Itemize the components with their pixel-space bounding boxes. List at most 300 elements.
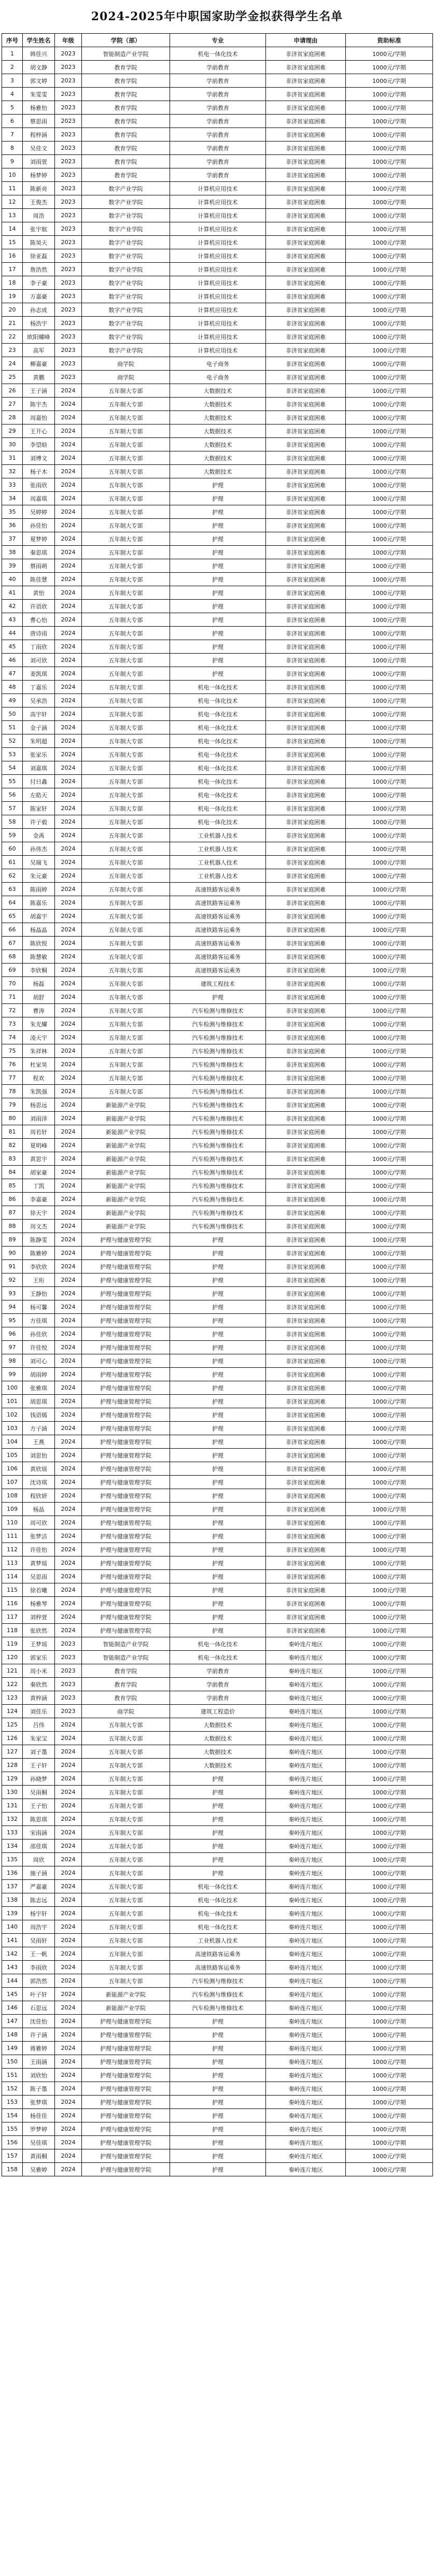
cell-reason: 非济贫家庭困难 <box>266 424 346 438</box>
cell-grade: 2023 <box>55 182 82 195</box>
cell-standard: 1000元/学期 <box>346 1354 433 1368</box>
cell-index: 32 <box>2 465 23 478</box>
cell-major: 护理 <box>170 1799 266 1813</box>
cell-name: 李欣欣 <box>23 1260 55 1273</box>
cell-reason: 非济贫家庭困难 <box>266 1139 346 1152</box>
cell-standard: 1000元/学期 <box>346 398 433 411</box>
cell-college: 五年制大专部 <box>82 424 170 438</box>
table-row <box>2 964 433 977</box>
cell-index: 61 <box>2 856 23 869</box>
cell-major: 高速铁路客运乘务 <box>170 910 266 923</box>
cell-major: 机电一体化技术 <box>170 681 266 694</box>
cell-grade: 2024 <box>55 1772 82 1786</box>
cell-major: 高速铁路客运乘务 <box>170 1947 266 1961</box>
cell-index: 112 <box>2 1543 23 1556</box>
cell-reason: 非济贫家庭困难 <box>266 1287 346 1300</box>
cell-grade: 2024 <box>55 883 82 896</box>
cell-major: 护理 <box>170 1839 266 1853</box>
cell-major: 学前教育 <box>170 141 266 155</box>
cell-college: 护理与健康管理学院 <box>82 1300 170 1314</box>
cell-major: 汽车检测与维修技术 <box>170 1125 266 1139</box>
table-row <box>2 2163 433 2176</box>
cell-index: 149 <box>2 2042 23 2055</box>
cell-index: 123 <box>2 1691 23 1705</box>
table-row <box>2 1556 433 1570</box>
cell-index: 121 <box>2 1664 23 1678</box>
cell-reason: 非济贫家庭困难 <box>266 276 346 290</box>
cell-reason: 非济贫家庭困难 <box>266 1624 346 1637</box>
cell-grade: 2024 <box>55 1152 82 1166</box>
cell-college: 新能源产业学院 <box>82 1112 170 1125</box>
cell-major: 建筑工程造价 <box>170 1705 266 1718</box>
cell-major: 大数据技术 <box>170 451 266 465</box>
cell-name: 姜凯琪 <box>23 667 55 681</box>
cell-index: 22 <box>2 330 23 344</box>
table-row <box>2 1786 433 1799</box>
cell-major: 计算机应用技术 <box>170 249 266 263</box>
cell-standard: 1000元/学期 <box>346 1880 433 1893</box>
cell-standard: 1000元/学期 <box>346 1233 433 1247</box>
cell-college: 五年制大专部 <box>82 681 170 694</box>
cell-grade: 2024 <box>55 1974 82 1988</box>
cell-name: 杨子木 <box>23 465 55 478</box>
cell-standard: 1000元/学期 <box>346 1853 433 1866</box>
table-row <box>2 1826 433 1839</box>
cell-index: 127 <box>2 1745 23 1759</box>
cell-major: 护理 <box>170 2136 266 2149</box>
cell-grade: 2024 <box>55 398 82 411</box>
cell-name: 许佳悦 <box>23 1341 55 1354</box>
cell-standard: 1000元/学期 <box>346 1934 433 1947</box>
table-row <box>2 1853 433 1866</box>
cell-standard: 1000元/学期 <box>346 330 433 344</box>
cell-index: 21 <box>2 317 23 330</box>
cell-name: 王俊杰 <box>23 195 55 209</box>
cell-college: 数字产业学院 <box>82 263 170 276</box>
cell-grade: 2024 <box>55 1786 82 1799</box>
cell-reason: 非济贫家庭困难 <box>266 290 346 303</box>
cell-standard: 1000元/学期 <box>346 654 433 667</box>
cell-standard: 1000元/学期 <box>346 1139 433 1152</box>
table-row <box>2 559 433 573</box>
cell-college: 护理与健康管理学院 <box>82 1395 170 1408</box>
cell-college: 五年制大专部 <box>82 438 170 451</box>
cell-reason: 非济贫家庭困难 <box>266 1503 346 1516</box>
table-row <box>2 276 433 290</box>
table-row <box>2 1004 433 1017</box>
table-row <box>2 1462 433 1476</box>
table-row <box>2 1085 433 1098</box>
cell-reason: 非济贫家庭困难 <box>266 1058 346 1071</box>
table-row <box>2 182 433 195</box>
cell-name: 黄怡 <box>23 586 55 600</box>
cell-reason: 秦岭连片地区 <box>266 1664 346 1678</box>
table-row <box>2 1449 433 1462</box>
cell-standard: 1000元/学期 <box>346 627 433 640</box>
cell-name: 朱雯雯 <box>23 88 55 101</box>
cell-college: 护理与健康管理学院 <box>82 1449 170 1462</box>
table-row <box>2 1813 433 1826</box>
cell-grade: 2024 <box>55 1893 82 1907</box>
table-row <box>2 613 433 627</box>
table-row <box>2 1718 433 1732</box>
cell-name: 左皓天 <box>23 788 55 802</box>
cell-major: 护理 <box>170 2122 266 2136</box>
cell-name: 张欣然 <box>23 1624 55 1637</box>
cell-grade: 2024 <box>55 2001 82 2015</box>
cell-grade: 2024 <box>55 1516 82 1530</box>
cell-major: 机电一体化技术 <box>170 815 266 829</box>
table-row <box>2 155 433 168</box>
cell-name: 吴承浩 <box>23 694 55 707</box>
cell-reason: 非济贫家庭困难 <box>266 371 346 384</box>
cell-standard: 1000元/学期 <box>346 519 433 532</box>
cell-grade: 2024 <box>55 2109 82 2122</box>
table-row <box>2 2149 433 2163</box>
cell-reason: 非济贫家庭困难 <box>266 61 346 74</box>
cell-college: 五年制大专部 <box>82 802 170 815</box>
cell-grade: 2024 <box>55 478 82 492</box>
cell-reason: 秦岭连片地区 <box>266 2082 346 2096</box>
cell-standard: 1000元/学期 <box>346 2069 433 2082</box>
table-row <box>2 1961 433 1974</box>
cell-college: 教育学院 <box>82 1664 170 1678</box>
cell-standard: 1000元/学期 <box>346 600 433 613</box>
table-row <box>2 1583 433 1597</box>
cell-name: 曹心怡 <box>23 613 55 627</box>
cell-index: 31 <box>2 451 23 465</box>
cell-major: 大数据技术 <box>170 465 266 478</box>
cell-college: 五年制大专部 <box>82 694 170 707</box>
cell-grade: 2024 <box>55 869 82 883</box>
cell-grade: 2024 <box>55 1597 82 1610</box>
cell-name: 黄思宇 <box>23 1152 55 1166</box>
cell-grade: 2024 <box>55 1920 82 1934</box>
cell-name: 付日鑫 <box>23 775 55 788</box>
table-row <box>2 1368 433 1381</box>
cell-major: 汽车检测与维修技术 <box>170 1031 266 1044</box>
cell-name: 王子轩 <box>23 1759 55 1772</box>
table-row <box>2 1031 433 1044</box>
cell-major: 机电一体化技术 <box>170 707 266 721</box>
cell-standard: 1000元/学期 <box>346 2149 433 2163</box>
cell-grade: 2024 <box>55 1732 82 1745</box>
cell-reason: 秦岭连片地区 <box>266 2096 346 2109</box>
cell-name: 蒋雅婷 <box>23 2042 55 2055</box>
cell-standard: 1000元/学期 <box>346 263 433 276</box>
cell-name: 高军 <box>23 344 55 357</box>
cell-standard: 1000元/学期 <box>346 1920 433 1934</box>
table-row <box>2 2136 433 2149</box>
cell-name: 黄梓涵 <box>23 1691 55 1705</box>
cell-reason: 非济贫家庭困难 <box>266 209 346 222</box>
cell-index: 5 <box>2 101 23 115</box>
cell-name: 夏明峰 <box>23 1139 55 1152</box>
cell-grade: 2024 <box>55 1206 82 1220</box>
table-row <box>2 263 433 276</box>
cell-index: 95 <box>2 1314 23 1327</box>
cell-major: 护理 <box>170 1556 266 1570</box>
cell-name: 周小米 <box>23 1664 55 1678</box>
table-row <box>2 1637 433 1651</box>
cell-standard: 1000元/学期 <box>346 1813 433 1826</box>
cell-college: 五年制大专部 <box>82 1718 170 1732</box>
cell-name: 杨晶 <box>23 1503 55 1516</box>
cell-index: 60 <box>2 842 23 856</box>
cell-major: 护理 <box>170 1772 266 1786</box>
cell-reason: 非济贫家庭困难 <box>266 1395 346 1408</box>
cell-index: 72 <box>2 1004 23 1017</box>
cell-college: 五年制大专部 <box>82 1799 170 1813</box>
cell-index: 104 <box>2 1435 23 1449</box>
cell-major: 护理 <box>170 1449 266 1462</box>
cell-standard: 1000元/学期 <box>346 505 433 519</box>
cell-name: 夏梦婷 <box>23 532 55 546</box>
cell-reason: 非济贫家庭困难 <box>266 438 346 451</box>
cell-reason: 秦岭连片地区 <box>266 1813 346 1826</box>
cell-reason: 秦岭连片地区 <box>266 2149 346 2163</box>
cell-standard: 1000元/学期 <box>346 195 433 209</box>
cell-college: 五年制大专部 <box>82 1759 170 1772</box>
cell-major: 护理 <box>170 1422 266 1435</box>
cell-reason: 非济贫家庭困难 <box>266 1422 346 1435</box>
table-row <box>2 842 433 856</box>
cell-name: 王子怡 <box>23 1799 55 1813</box>
cell-standard: 1000元/学期 <box>346 1017 433 1031</box>
cell-standard: 1000元/学期 <box>346 1112 433 1125</box>
cell-standard: 1000元/学期 <box>346 829 433 842</box>
cell-name: 许佳怡 <box>23 1543 55 1556</box>
cell-reason: 非济贫家庭困难 <box>266 532 346 546</box>
cell-reason: 秦岭连片地区 <box>266 2163 346 2176</box>
table-row <box>2 1893 433 1907</box>
cell-major: 学前教育 <box>170 74 266 88</box>
cell-reason: 非济贫家庭困难 <box>266 1556 346 1570</box>
cell-standard: 1000元/学期 <box>346 1974 433 1988</box>
cell-reason: 非济贫家庭困难 <box>266 586 346 600</box>
cell-college: 五年制大专部 <box>82 492 170 505</box>
cell-college: 五年制大专部 <box>82 788 170 802</box>
cell-index: 39 <box>2 559 23 573</box>
cell-reason: 非济贫家庭困难 <box>266 398 346 411</box>
cell-reason: 非济贫家庭困难 <box>266 384 346 398</box>
cell-standard: 1000元/学期 <box>346 788 433 802</box>
table-row <box>2 1651 433 1664</box>
cell-name: 王燕 <box>23 1435 55 1449</box>
table-row <box>2 1799 433 1813</box>
cell-reason: 非济贫家庭困难 <box>266 1516 346 1530</box>
cell-index: 135 <box>2 1853 23 1866</box>
table-row <box>2 1597 433 1610</box>
cell-index: 33 <box>2 478 23 492</box>
cell-reason: 非济贫家庭困难 <box>266 478 346 492</box>
table-row <box>2 2001 433 2015</box>
cell-reason: 非济贫家庭困难 <box>266 263 346 276</box>
cell-major: 计算机应用技术 <box>170 182 266 195</box>
cell-grade: 2024 <box>55 1395 82 1408</box>
cell-name: 徐若曦 <box>23 1583 55 1597</box>
cell-grade: 2024 <box>55 1718 82 1732</box>
cell-grade: 2024 <box>55 910 82 923</box>
cell-grade: 2023 <box>55 1651 82 1664</box>
cell-name: 陈家轩 <box>23 802 55 815</box>
cell-name: 杨浩宇 <box>23 317 55 330</box>
cell-index: 91 <box>2 1260 23 1273</box>
cell-reason: 秦岭连片地区 <box>266 1920 346 1934</box>
cell-index: 4 <box>2 88 23 101</box>
cell-major: 机电一体化技术 <box>170 1637 266 1651</box>
cell-index: 27 <box>2 398 23 411</box>
cell-standard: 1000元/学期 <box>346 937 433 950</box>
cell-major: 护理 <box>170 600 266 613</box>
cell-standard: 1000元/学期 <box>346 1395 433 1408</box>
cell-index: 7 <box>2 128 23 141</box>
cell-grade: 2023 <box>55 330 82 344</box>
table-body <box>2 47 433 2176</box>
cell-grade: 2024 <box>55 667 82 681</box>
cell-reason: 秦岭连片地区 <box>266 2122 346 2136</box>
cell-standard: 1000元/学期 <box>346 1597 433 1610</box>
cell-reason: 非济贫家庭困难 <box>266 1314 346 1327</box>
cell-college: 商学院 <box>82 1705 170 1718</box>
cell-index: 139 <box>2 1907 23 1920</box>
cell-name: 胡文静 <box>23 61 55 74</box>
cell-major: 汽车检测与维修技术 <box>170 1112 266 1125</box>
cell-college: 护理与健康管理学院 <box>82 1260 170 1273</box>
cell-reason: 秦岭连片地区 <box>266 1907 346 1920</box>
cell-grade: 2024 <box>55 600 82 613</box>
cell-college: 护理与健康管理学院 <box>82 1408 170 1422</box>
cell-standard: 1000元/学期 <box>346 317 433 330</box>
cell-college: 五年制大专部 <box>82 1085 170 1098</box>
cell-reason: 非济贫家庭困难 <box>266 667 346 681</box>
cell-name: 丁凯 <box>23 1179 55 1193</box>
table-row <box>2 856 433 869</box>
cell-reason: 非济贫家庭困难 <box>266 465 346 478</box>
cell-index: 83 <box>2 1152 23 1166</box>
cell-index: 97 <box>2 1341 23 1354</box>
cell-college: 护理与健康管理学院 <box>82 1368 170 1381</box>
cell-college: 五年制大专部 <box>82 1893 170 1907</box>
cell-standard: 1000元/学期 <box>346 344 433 357</box>
cell-index: 20 <box>2 303 23 317</box>
column-header-index: 序号 <box>2 34 23 47</box>
cell-college: 数字产业学院 <box>82 276 170 290</box>
cell-index: 152 <box>2 2082 23 2096</box>
cell-index: 116 <box>2 1597 23 1610</box>
cell-name: 吴婷婷 <box>23 505 55 519</box>
cell-index: 58 <box>2 815 23 829</box>
cell-name: 许子毅 <box>23 815 55 829</box>
cell-college: 五年制大专部 <box>82 1947 170 1961</box>
cell-reason: 非济贫家庭困难 <box>266 990 346 1004</box>
cell-grade: 2024 <box>55 613 82 627</box>
cell-index: 153 <box>2 2096 23 2109</box>
cell-standard: 1000元/学期 <box>346 977 433 990</box>
table-row <box>2 1395 433 1408</box>
cell-college: 五年制大专部 <box>82 761 170 775</box>
cell-college: 护理与健康管理学院 <box>82 1476 170 1489</box>
cell-reason: 非济贫家庭困难 <box>266 1408 346 1422</box>
cell-grade: 2024 <box>55 1853 82 1866</box>
cell-standard: 1000元/学期 <box>346 1449 433 1462</box>
cell-reason: 非济贫家庭困难 <box>266 505 346 519</box>
cell-reason: 非济贫家庭困难 <box>266 1152 346 1166</box>
cell-major: 汽车检测与维修技术 <box>170 1058 266 1071</box>
cell-college: 教育学院 <box>82 101 170 115</box>
cell-major: 学前教育 <box>170 101 266 115</box>
cell-reason: 非济贫家庭困难 <box>266 1044 346 1058</box>
cell-major: 机电一体化技术 <box>170 1907 266 1920</box>
cell-index: 15 <box>2 236 23 249</box>
cell-index: 82 <box>2 1139 23 1152</box>
cell-college: 五年制大专部 <box>82 721 170 734</box>
cell-major: 护理 <box>170 1327 266 1341</box>
table-row <box>2 1907 433 1920</box>
cell-index: 108 <box>2 1489 23 1503</box>
cell-name: 孙晓梦 <box>23 1772 55 1786</box>
cell-college: 教育学院 <box>82 155 170 168</box>
cell-index: 69 <box>2 964 23 977</box>
table-row <box>2 2109 433 2122</box>
table-row <box>2 1866 433 1880</box>
cell-reason: 非济贫家庭困难 <box>266 1206 346 1220</box>
cell-index: 52 <box>2 734 23 748</box>
cell-index: 64 <box>2 896 23 910</box>
table-row <box>2 195 433 209</box>
cell-grade: 2023 <box>55 128 82 141</box>
cell-index: 13 <box>2 209 23 222</box>
cell-reason: 非济贫家庭困难 <box>266 734 346 748</box>
cell-major: 学前教育 <box>170 1691 266 1705</box>
table-row <box>2 2028 433 2042</box>
table-row <box>2 707 433 721</box>
cell-college: 智能制造产业学院 <box>82 47 170 61</box>
cell-reason: 非济贫家庭困难 <box>266 1166 346 1179</box>
cell-name: 刘可欣 <box>23 654 55 667</box>
cell-name: 胡舒 <box>23 990 55 1004</box>
cell-reason: 非济贫家庭困难 <box>266 573 346 586</box>
cell-name: 吴雨轩 <box>23 1934 55 1947</box>
column-header-standard: 资助标准 <box>346 34 433 47</box>
cell-grade: 2024 <box>55 1300 82 1314</box>
cell-index: 59 <box>2 829 23 842</box>
cell-major: 护理 <box>170 1489 266 1503</box>
cell-college: 五年制大专部 <box>82 1031 170 1044</box>
cell-college: 护理与健康管理学院 <box>82 1597 170 1610</box>
cell-major: 汽车检测与维修技术 <box>170 1098 266 1112</box>
cell-grade: 2023 <box>55 1678 82 1691</box>
cell-index: 71 <box>2 990 23 1004</box>
cell-reason: 非济贫家庭困难 <box>266 896 346 910</box>
cell-index: 28 <box>2 411 23 424</box>
cell-grade: 2024 <box>55 815 82 829</box>
table-row <box>2 1947 433 1961</box>
table-row <box>2 937 433 950</box>
cell-name: 吴雅婷 <box>23 2163 55 2176</box>
cell-index: 37 <box>2 532 23 546</box>
cell-major: 工业机器人技术 <box>170 1934 266 1947</box>
cell-name: 周浩宇 <box>23 1920 55 1934</box>
cell-major: 护理 <box>170 2082 266 2096</box>
cell-major: 护理 <box>170 2055 266 2069</box>
cell-major: 机电一体化技术 <box>170 788 266 802</box>
cell-college: 五年制大专部 <box>82 478 170 492</box>
cell-standard: 1000元/学期 <box>346 1031 433 1044</box>
table-row <box>2 1139 433 1152</box>
cell-major: 学前教育 <box>170 128 266 141</box>
cell-standard: 1000元/学期 <box>346 74 433 88</box>
